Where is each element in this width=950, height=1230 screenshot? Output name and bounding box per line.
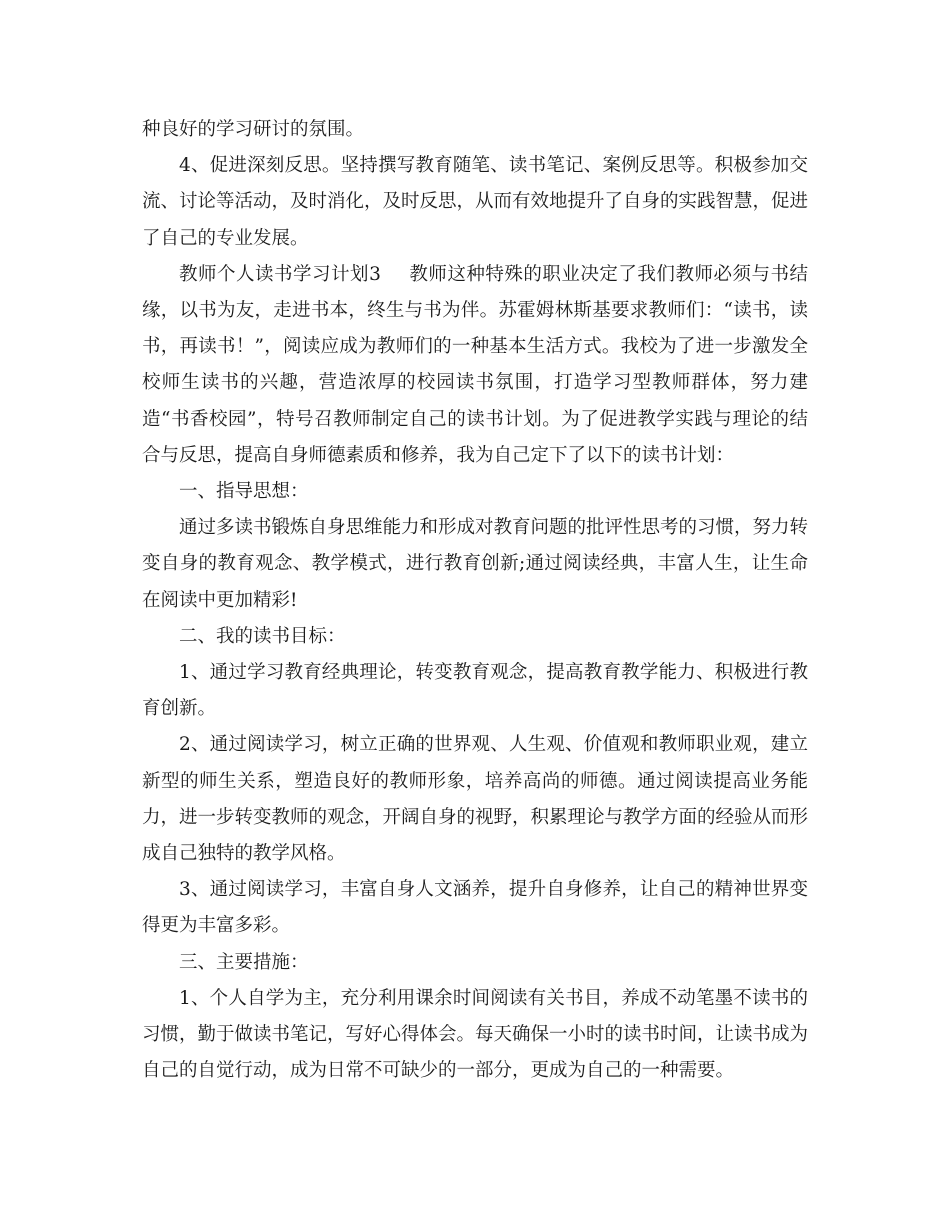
paragraph-guiding-thought: 通过多读书锻炼自身思维能力和形成对教育问题的批评性思考的习惯，努力转变自身的教育观念、教学模式，进行教育创新;通过阅读经典，丰富人生，让生命在阅读中更加精彩! xyxy=(142,517,809,611)
paragraph-goal-3: 3、通过阅读学习，丰富自身人文涵养，提升自身修养，让自己的精神世界变得更为丰富多彩。 xyxy=(142,879,808,937)
paragraph-measure-1: 1、个人自学为主，充分利用课余时间阅读有关书目，养成不动笔墨不读书的习惯，勤于做读书笔记，写好心得体会。每天确保一小时的读书时间，让读书成为自己的自觉行动，成为日常不可缺少的一部分，更成为自己的一种需要。 xyxy=(142,987,809,1082)
section-title: 教师个人读书学习计划3 xyxy=(179,263,381,285)
plan-intro-text: 教师这种特殊的职业决定了我们教师必须与书结缘，以书为友，走进书本，终生与书为伴。苏霍姆林斯基要求教师们：“读书，读书，再读书！”，阅读应成为教师们的一种基本生活方式。我校为了进一步激发全校师生读书的兴趣，营造浓厚的校园读书氛围，打造学习型教师群体，努力建造“书香校园”，特号召教师制定自己的读书计划。为了促进教学实践与理论的结合与反思，提高自身师德素质和修养，我为自己定下了以下的读书计划： xyxy=(142,263,808,466)
heading-guiding-thought: 一、指导思想： xyxy=(179,481,309,503)
paragraph-plan-intro xyxy=(142,257,808,474)
paragraph-goal-1: 1、通过学习教育经典理论，转变教育观念，提高教育教学能力、积极进行教育创新。 xyxy=(142,662,808,720)
document-body xyxy=(142,112,808,1089)
paragraph-continuation: 种良好的学习研讨的氛围。 xyxy=(142,119,365,140)
paragraph-goal-2: 2、通过阅读学习，树立正确的世界观、人生观、价值观和教师职业观，建立新型的师生关系，塑造良好的教师形象，培养高尚的师德。通过阅读提高业务能力，进一步转变教师的观念，开阔自身的视野，积累理论与教学方面的经验从而形成自己独特的教学风格。 xyxy=(142,734,809,865)
paragraph-reflection: 4、促进深刻反思。坚持撰写教育随笔、读书笔记、案例反思等。积极参加交流、讨论等活动，及时消化，及时反思，从而有效地提升了自身的实践智慧，促进了自己的专业发展。 xyxy=(142,155,809,249)
heading-reading-goals: 二、我的读书目标： xyxy=(179,625,346,647)
heading-main-measures: 三、主要措施： xyxy=(179,951,309,973)
